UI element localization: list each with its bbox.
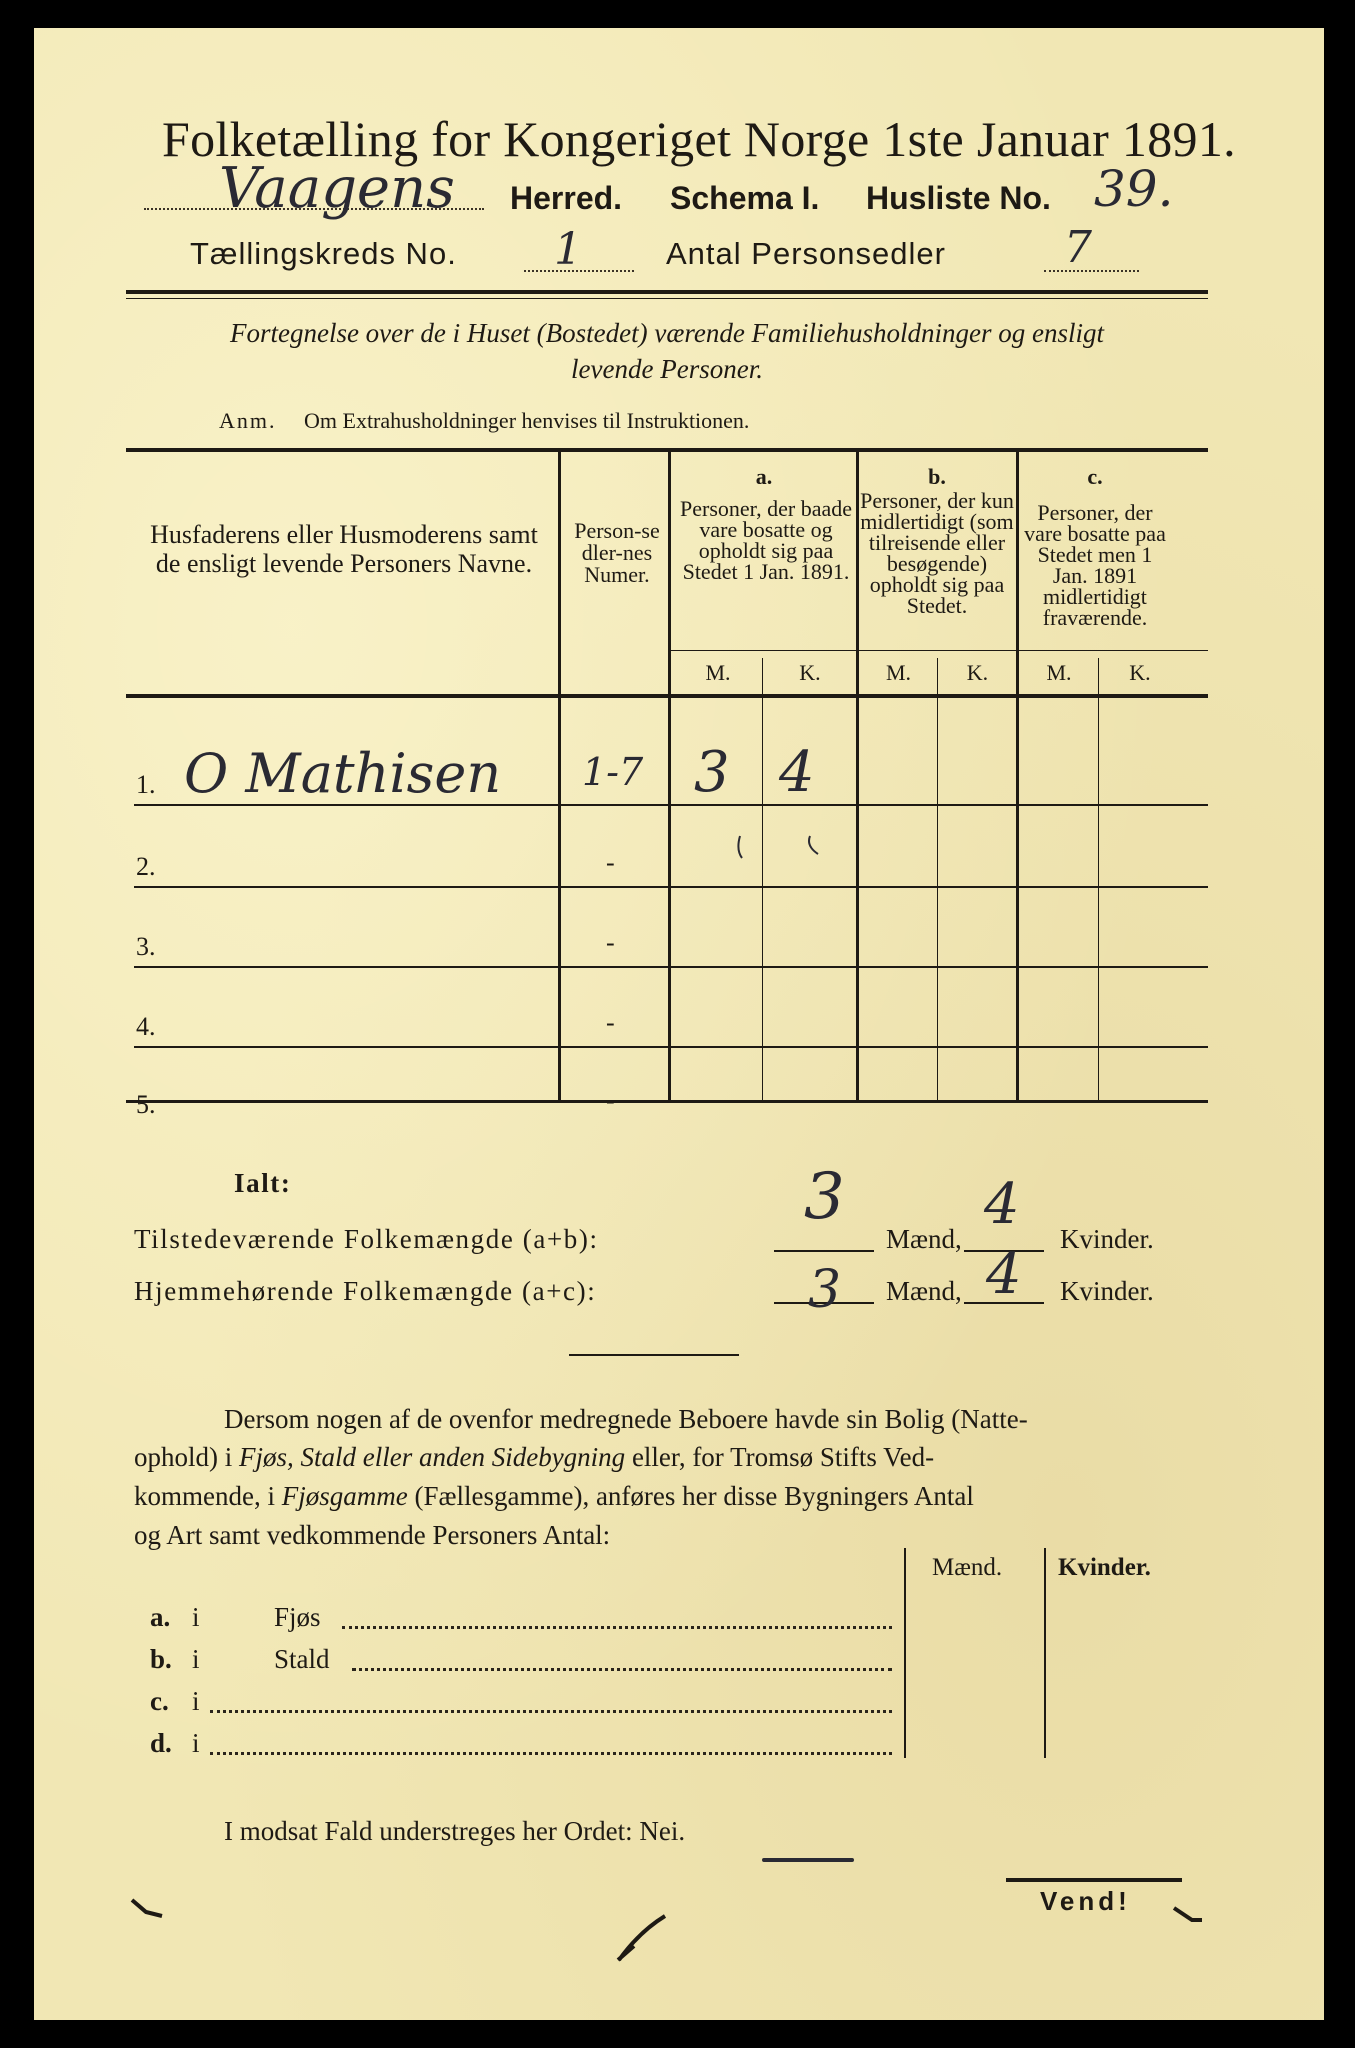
bolig-maend-head: Mænd.	[932, 1554, 1003, 1581]
tick-marks-row2	[738, 836, 818, 858]
row-1-a-k: 4	[779, 740, 815, 805]
col-header-c-letter: c.	[1087, 464, 1103, 489]
hjemme-kvinder-label: Kvinder.	[1060, 1276, 1154, 1306]
bolig-a-i: i	[192, 1602, 200, 1632]
hjemme-k-value: 4	[986, 1242, 1022, 1307]
col-header-numer: Person-sedler-nes Numer.	[574, 518, 660, 587]
schema-label: Schema I.	[670, 180, 820, 216]
intro-line1: Fortegnelse over de i Huset (Bostedet) værende Familiehusholdninger og ensligt	[229, 318, 1105, 348]
bolig-line2-b: eller, for Tromsø Stifts Ved-	[625, 1442, 935, 1472]
kreds-label: Tællingskreds No.	[190, 236, 457, 271]
bolig-b-letter: b.	[150, 1644, 172, 1674]
husliste-value: 39.	[1094, 160, 1174, 218]
bolig-d-i: i	[192, 1728, 200, 1758]
tilstede-m-value: 3	[804, 1160, 845, 1234]
row-1-name: O Mathisen	[184, 742, 502, 805]
pencil-marks	[34, 28, 1324, 2020]
bolig-line3-italic: Fjøsgamme	[281, 1481, 408, 1511]
bolig-line1: Dersom nogen af de ovenfor medregnede Beboere havde sin Bolig (Natte-	[224, 1404, 1028, 1434]
row-4-numer: -	[606, 1008, 615, 1037]
bolig-b-label: Stald	[274, 1644, 330, 1674]
antal-label: Antal Personsedler	[666, 236, 946, 271]
a-k-label: K.	[799, 660, 821, 685]
hjemme-maend-label: Mænd,	[886, 1276, 962, 1306]
col-header-names: Husfaderens eller Husmoderens samt de ensligt levende Personers Navne.	[150, 520, 538, 578]
tilstede-k-value: 4	[984, 1172, 1020, 1237]
col-header-a-text: Personer, der baade vare bosatte og opholdt sig paa Stedet 1 Jan. 1891.	[680, 496, 852, 584]
row-5-number: 5.	[136, 1090, 156, 1119]
herred-value: Vaagens	[219, 156, 455, 221]
bolig-a-letter: a.	[150, 1602, 171, 1632]
row-1-number: 1.	[136, 770, 156, 799]
row-1-numer: 1-7	[582, 750, 644, 794]
bolig-a-label: Fjøs	[274, 1602, 321, 1632]
bolig-c-i: i	[192, 1686, 200, 1716]
row-3-number: 3.	[136, 932, 156, 961]
bolig-c-letter: c.	[150, 1686, 169, 1716]
intro-line2: levende Personer.	[571, 354, 763, 384]
census-form-page	[34, 28, 1324, 2020]
row-4-number: 4.	[136, 1012, 156, 1041]
bolig-line4: og Art samt vedkommende Personers Antal:	[134, 1520, 611, 1550]
stray-mark-center	[618, 1916, 665, 1960]
husliste-label: Husliste No.	[866, 180, 1051, 216]
hjemme-label: Hjemmehørende Folkemængde (a+c):	[134, 1276, 597, 1306]
ialt-label: Ialt:	[234, 1168, 292, 1198]
kreds-value: 1	[554, 224, 582, 275]
antal-value: 7	[1064, 222, 1092, 273]
bolig-line3-b: (Fællesgamme), anføres her disse Bygningers Antal	[407, 1481, 974, 1511]
row-1-a-m: 3	[694, 740, 730, 805]
stray-mark-right	[1174, 1908, 1202, 1920]
a-m-label: M.	[705, 660, 731, 685]
tilstede-kvinder-label: Kvinder.	[1060, 1224, 1154, 1254]
bolig-b-i: i	[192, 1644, 200, 1674]
nei-line: I modsat Fald understreges her Ordet: Nei.	[224, 1816, 686, 1846]
row-2-numer: -	[606, 848, 615, 877]
tilstede-maend-label: Mænd,	[886, 1224, 962, 1254]
row-5-numer: -	[606, 1086, 615, 1115]
col-header-b-text: Personer, der kun midlertidigt (som tilreisende eller besøgende) opholdt sig paa Stedet.	[860, 488, 1014, 618]
anm-text: Om Extrahusholdninger henvises til Instruktionen.	[304, 408, 750, 433]
form-title: Folketælling for Kongeriget Norge 1ste Januar 1891.	[162, 111, 1236, 167]
c-k-label: K.	[1129, 660, 1151, 685]
hjemme-m-value: 3	[808, 1260, 842, 1320]
bolig-d-letter: d.	[150, 1728, 172, 1758]
bolig-line3-a: kommende, i	[134, 1481, 282, 1511]
row-2-number: 2.	[136, 852, 156, 881]
anm-prefix: Anm.	[219, 408, 277, 433]
stray-mark-left	[132, 1900, 162, 1916]
vend-label: Vend!	[1040, 1886, 1131, 1916]
tilstede-label: Tilstedeværende Folkemængde (a+b):	[134, 1224, 599, 1254]
b-k-label: K.	[966, 660, 989, 685]
row-3-numer: -	[606, 928, 615, 957]
col-header-a-letter: a.	[755, 464, 773, 489]
b-m-label: M.	[885, 660, 912, 685]
bolig-line2-italic: Fjøs, Stald eller anden Sidebygning	[239, 1442, 626, 1472]
col-header-b-letter: b.	[928, 464, 946, 489]
c-m-label: M.	[1046, 660, 1072, 685]
col-header-c-text: Personer, der vare bosatte paa Stedet men 1 Jan. 1891 midlertidigt fraværende.	[1024, 500, 1166, 630]
bolig-kvinder-head: Kvinder.	[1058, 1554, 1151, 1581]
bolig-line2-a: ophold) i	[134, 1442, 239, 1472]
herred-label: Herred.	[510, 180, 623, 216]
